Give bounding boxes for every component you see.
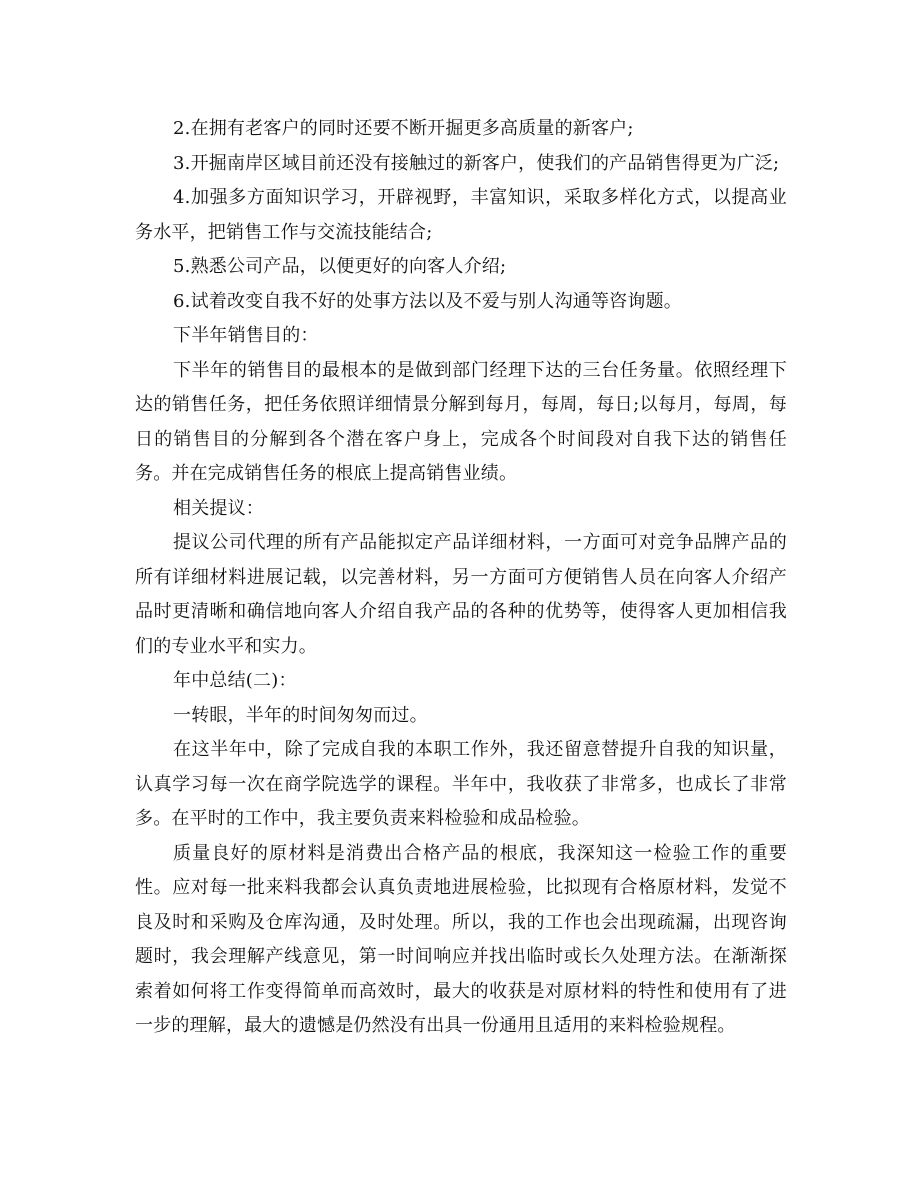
- opening-line: 一转眼，半年的时间匆匆而过。: [173, 704, 428, 726]
- section-heading-suggestions: 相关提议：: [173, 497, 264, 519]
- paragraph-item-2: 2.在拥有老客户的同时还要不断开掘更多高质量的新客户;: [173, 118, 634, 139]
- quality-paragraph: 质量良好的原材料是消费出合格产品的根底，我深知这一检验工作的重要性。应对每一批来料我都会认真负责地进展检验，比拟现有合格原材料，发觉不良及时和采购及仓库沟通，及时处理。所以，我的工作也会出现疏漏，出现咨询题时，我会理解产线意见，第一时间响应并找出临时或长久处理方法。在渐渐探索着如何将工作变得简单而高效时，最大的收获是对原材料的特性和使用有了进一步的理解，最大的遗憾是仍然没有出具一份通用且适用的来料检验规程。: [135, 842, 787, 1036]
- paragraph-item-6: 6.试着改变自我不好的处事方法以及不爱与别人沟通等咨询题。: [173, 290, 682, 312]
- suggestions-paragraph: 提议公司代理的所有产品能拟定产品详细材料，一方面可对竞争品牌产品的所有详细材料进展记载，以完善材料，另一方面可方便销售人员在向客人介绍产品时更清晰和确信地向客人介绍自我产品的各种的优势等，使得客人更加相信我们的专业水平和实力。: [135, 532, 787, 657]
- section-heading-sales-goal: 下半年销售目的：: [173, 325, 319, 346]
- paragraph-item-3: 3.开掘南岸区域目前还没有接触过的新客户，使我们的产品销售得更为广泛;: [173, 152, 780, 174]
- paragraph-item-5: 5.熟悉公司产品，以便更好的向客人介绍;: [173, 256, 507, 277]
- paragraph-item-4: 4.加强多方面知识学习，开辟视野，丰富知识，采取多样化方式，以提高业务水平，把销售工作与交流技能结合;: [135, 187, 787, 243]
- sales-goal-paragraph: 下半年的销售目的最根本的是做到部门经理下达的三台任务量。依照经理下达的销售任务，把任务依照详细情景分解到每月，每周，每日;以每月，每周，每日的销售目的分解到各个潜在客户身上，完成各个时间段对自我下达的销售任务。并在完成销售任务的根底上提高销售业绩。: [135, 359, 787, 484]
- half-year-paragraph: 在这半年中，除了完成自我的本职工作外，我还留意替提升自我的知识量，认真学习每一次在商学院选学的课程。半年中，我收获了非常多，也成长了非常多。在平时的工作中，我主要负责来料检验和成品检验。: [135, 739, 787, 829]
- section-heading-midyear-summary: 年中总结(二)：: [173, 670, 297, 691]
- document-page: [135, 112, 787, 1044]
